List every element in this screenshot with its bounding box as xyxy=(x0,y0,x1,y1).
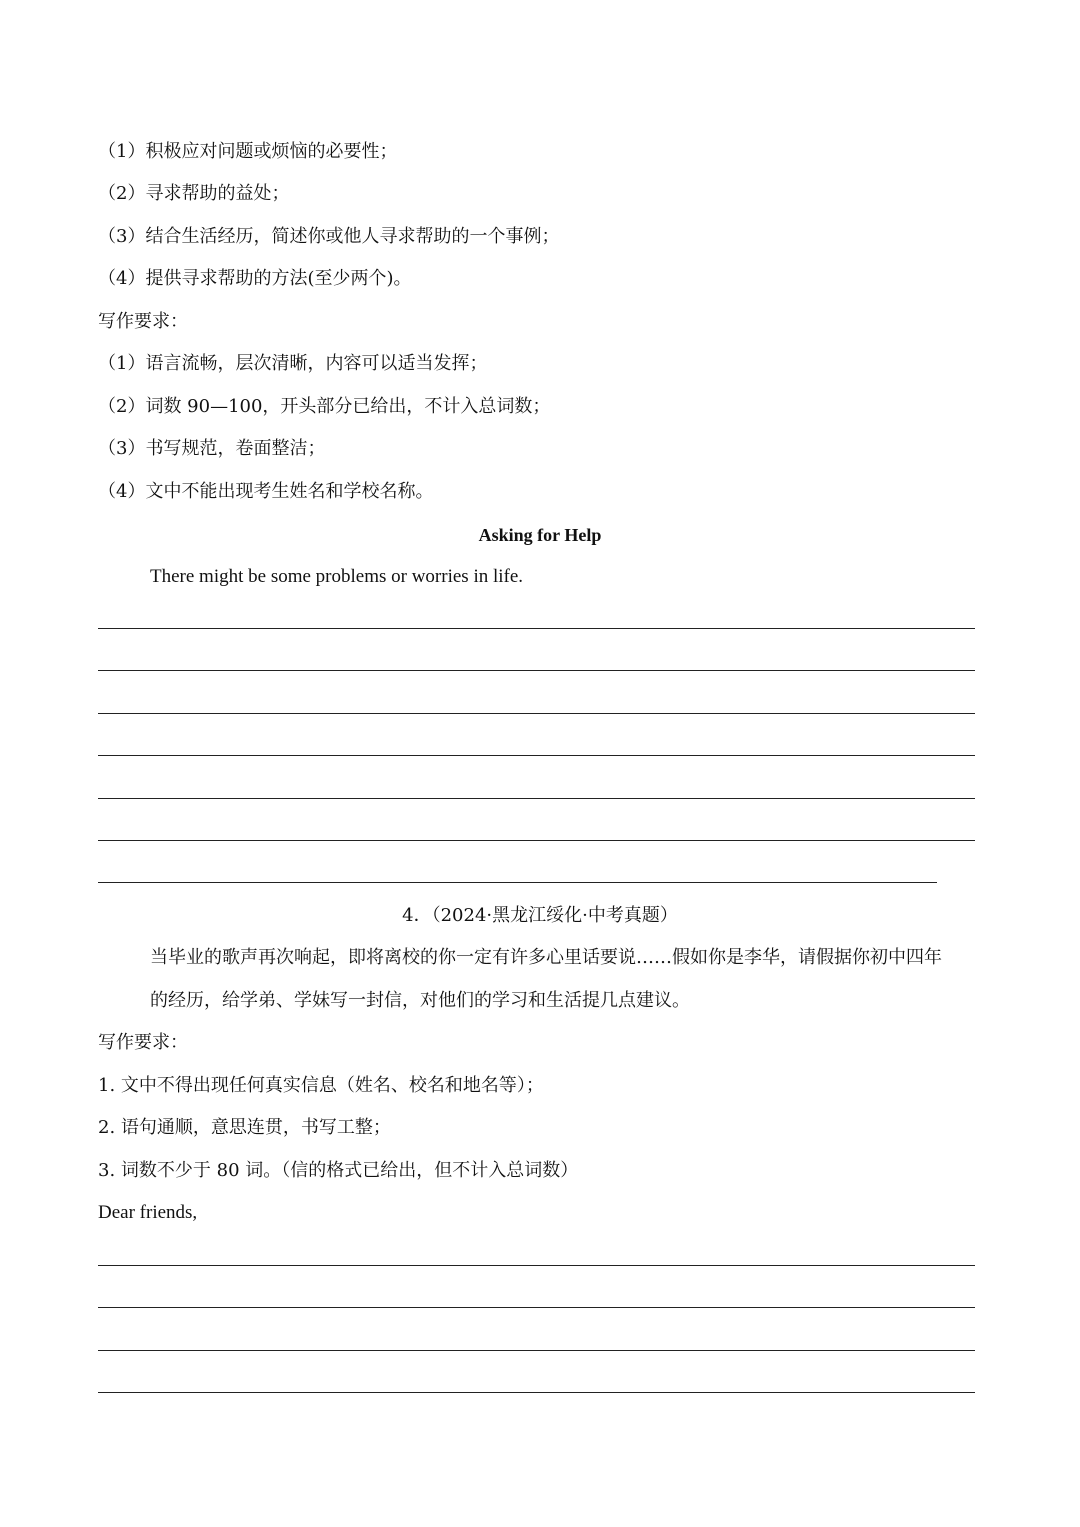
writing-requirements-heading: 写作要求： xyxy=(98,1032,188,1053)
question-4-prompt-line-2: 的经历，给学弟、学妹写一封信，对他们的学习和生活提几点建议。 xyxy=(150,990,690,1011)
requirement-1: 1. 文中不得出现任何真实信息（姓名、校名和地名等）； xyxy=(98,1075,544,1096)
question-4-prompt-line-1: 当毕业的歌声再次响起，即将离校的你一定有许多心里话要说……假如你是李华，请假据你初中四年 xyxy=(150,947,942,968)
content-point-2: （2）寻求帮助的益处； xyxy=(98,183,290,204)
writing-line xyxy=(98,755,975,756)
essay-title: Asking for Help xyxy=(478,525,602,545)
writing-line xyxy=(98,798,975,799)
writing-line xyxy=(98,1265,975,1266)
writing-line xyxy=(98,670,975,671)
writing-line xyxy=(98,628,975,629)
question-4-header: 4．（2024·黑龙江绥化·中考真题） xyxy=(402,905,678,926)
writing-line xyxy=(98,713,975,714)
content-point-3: （3）结合生活经历，简述你或他人寻求帮助的一个事例； xyxy=(98,226,560,247)
writing-line xyxy=(98,1307,975,1308)
writing-line xyxy=(98,840,975,841)
requirement-4: （4）文中不能出现考生姓名和学校名称。 xyxy=(98,481,434,502)
content-point-4: （4）提供寻求帮助的方法(至少两个)。 xyxy=(98,268,412,289)
letter-salutation: Dear friends, xyxy=(98,1202,198,1223)
requirement-3: 3. 词数不少于 80 词。（信的格式已给出，但不计入总词数） xyxy=(98,1160,579,1181)
writing-line xyxy=(98,1350,975,1351)
writing-requirements-heading: 写作要求： xyxy=(98,311,188,332)
writing-line xyxy=(98,882,937,883)
requirement-2: 2. 语句通顺，意思连贯，书写工整； xyxy=(98,1117,391,1138)
requirement-1: （1）语言流畅，层次清晰，内容可以适当发挥； xyxy=(98,353,488,374)
requirement-2: （2）词数 90—100，开头部分已给出，不计入总词数； xyxy=(98,396,551,417)
essay-opening-sentence: There might be some problems or worries in life. xyxy=(150,566,524,587)
requirement-3: （3）书写规范，卷面整洁； xyxy=(98,438,326,459)
writing-line xyxy=(98,1392,975,1393)
content-point-1: （1）积极应对问题或烦恼的必要性； xyxy=(98,141,398,162)
